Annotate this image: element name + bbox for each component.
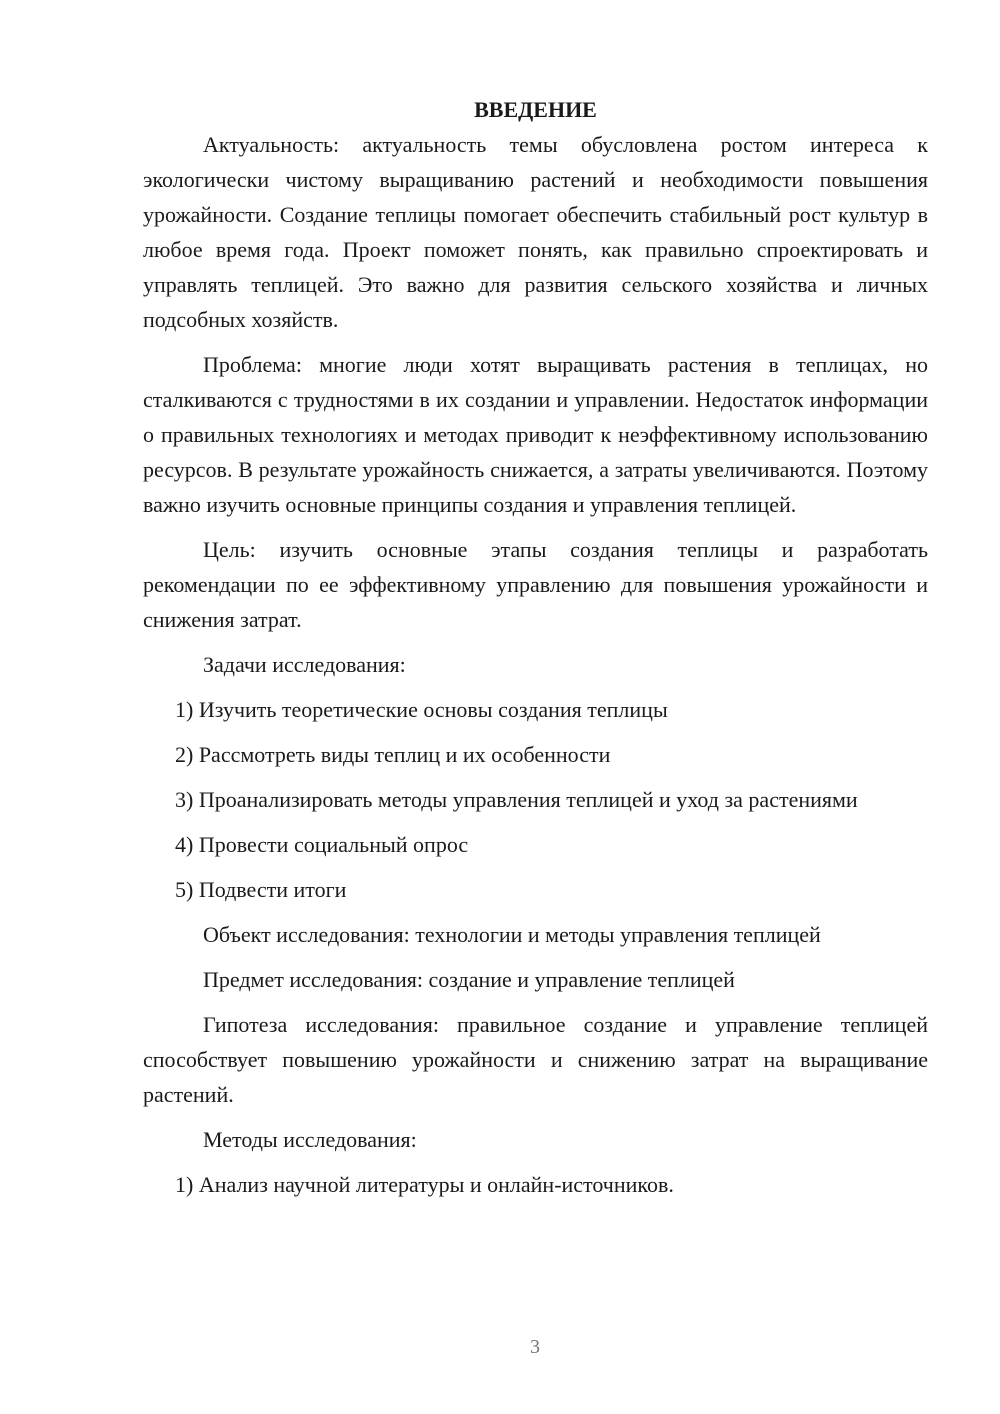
section-title: ВВЕДЕНИЕ (474, 97, 597, 122)
subject-paragraph: Предмет исследования: создание и управление теплицей (203, 967, 735, 992)
relevance-paragraph: Актуальность: актуальность темы обусловлена ростом интереса к экологически чистому выращиванию растений и необходимости повышения урожайности. Создание теплицы помогает обеспечить стабильный рост культур в любое время года. Проект поможет понять, как правильно спроектировать и управлять теплицей. Это важно для развития сельского хозяйства и личных подсобных хозяйств. (143, 132, 928, 332)
task-item-4: 4) Провести социальный опрос (175, 832, 469, 857)
task-item-5: 5) Подвести итоги (175, 877, 347, 902)
hypothesis-paragraph: Гипотеза исследования: правильное создание и управление теплицей способствует повышению урожайности и снижению затрат на выращивание растений. (143, 1012, 928, 1107)
object-paragraph: Объект исследования: технологии и методы управления теплицей (203, 922, 821, 947)
task-item-1: 1) Изучить теоретические основы создания теплицы (175, 697, 668, 722)
task-item-3: 3) Проанализировать методы управления теплицей и уход за растениями (175, 787, 858, 812)
task-item-2: 2) Рассмотреть виды теплиц и их особенности (175, 742, 611, 767)
page-number: 3 (530, 1336, 540, 1358)
problem-paragraph: Проблема: многие люди хотят выращивать растения в теплицах, но сталкиваются с трудностями в их создании и управлении. Недостаток информации о правильных технологиях и методах приводит к неэффективному использованию ресурсов. В результате урожайность снижается, а затраты увеличиваются. Поэтому важно изучить основные принципы создания и управления теплицей. (143, 352, 928, 517)
tasks-heading: Задачи исследования: (203, 652, 406, 677)
method-item-1: 1) Анализ научной литературы и онлайн-источников. (175, 1172, 674, 1197)
methods-heading: Методы исследования: (203, 1127, 417, 1152)
document-page (143, 92, 928, 1212)
goal-paragraph: Цель: изучить основные этапы создания теплицы и разработать рекомендации по ее эффективному управлению для повышения урожайности и снижения затрат. (143, 537, 928, 632)
